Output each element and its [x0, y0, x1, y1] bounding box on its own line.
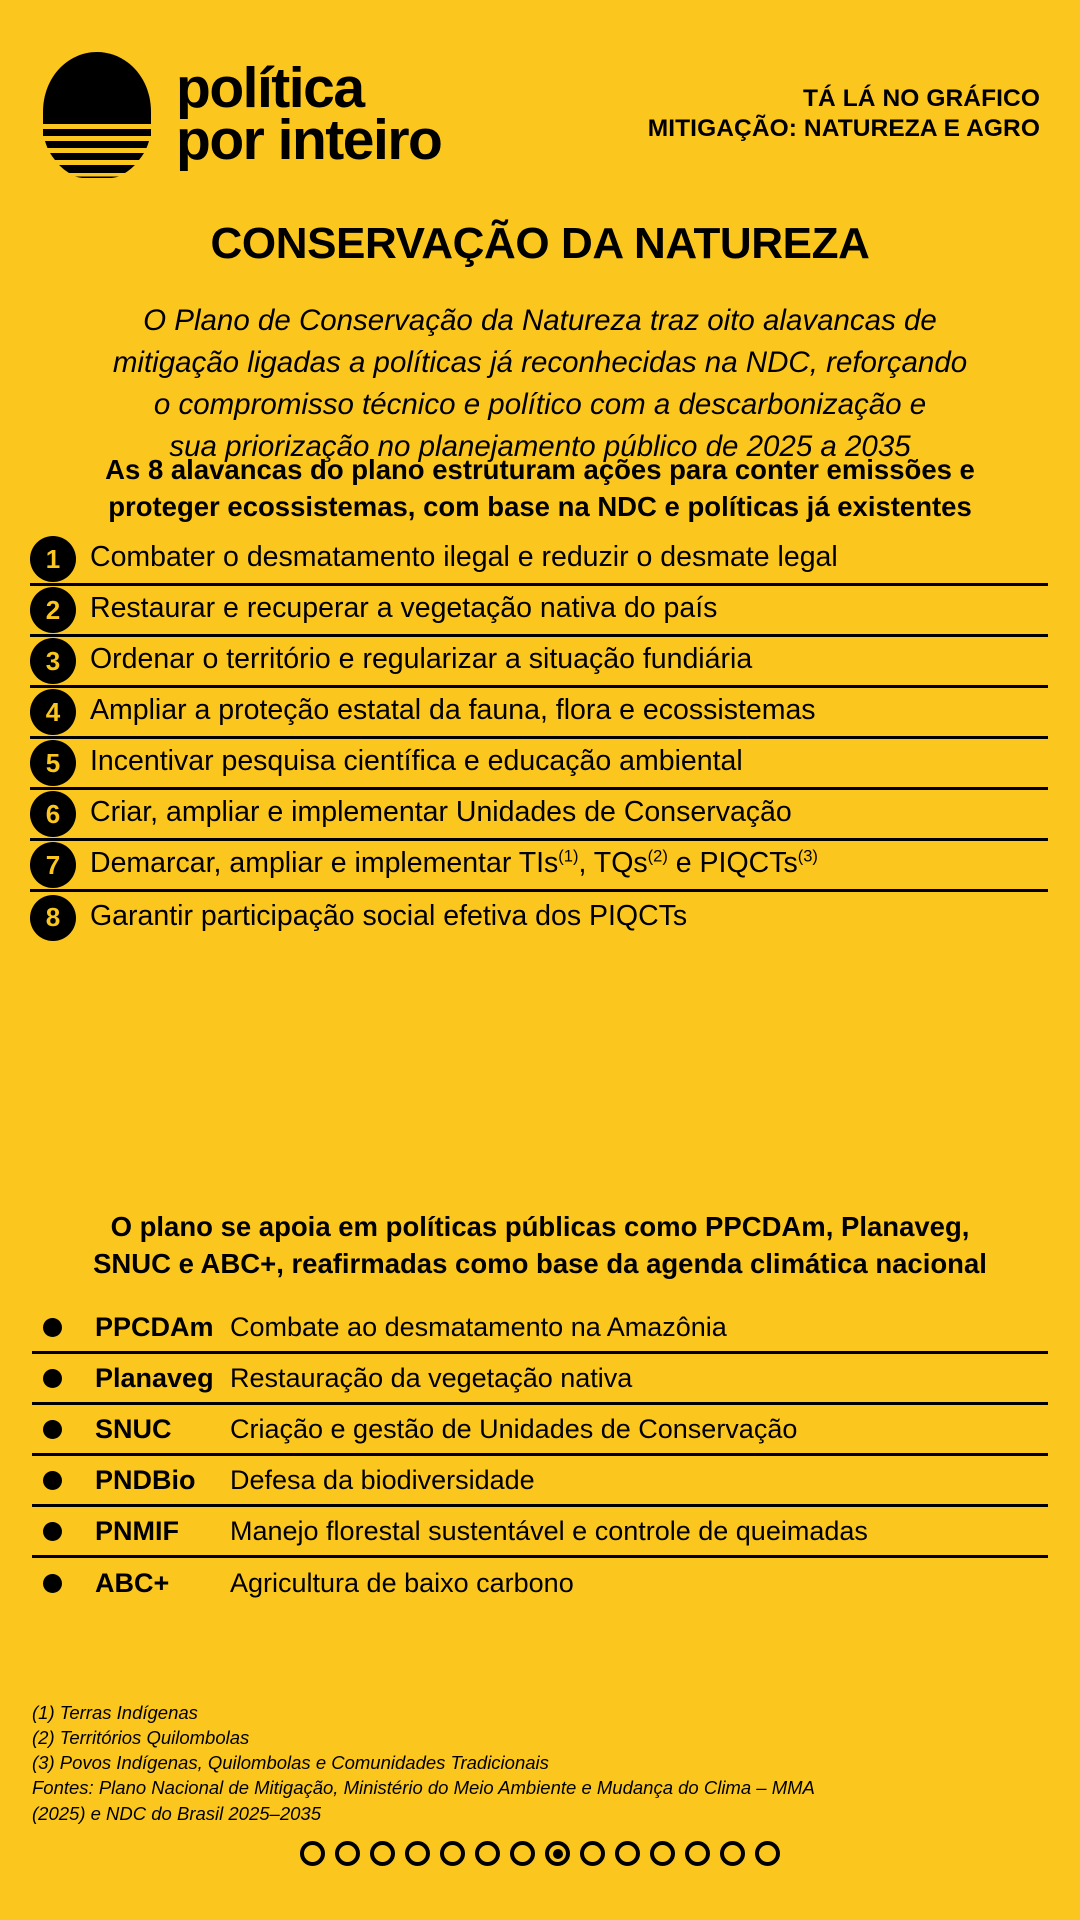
policy-row	[32, 1456, 1048, 1507]
brand-wordmark-line1: política	[176, 55, 364, 120]
footnote-line3: (3) Povos Indígenas, Quilombolas e Comunidades Tradicionais	[32, 1752, 549, 1774]
lever-item	[30, 841, 1048, 892]
pagination-dot[interactable]	[685, 1841, 710, 1866]
kicker-line1: TÁ LÁ NO GRÁFICO	[802, 85, 1040, 113]
lever-number-badge: 6	[30, 791, 76, 837]
intro-line1: O Plano de Conservação da Natureza traz oito alavancas de	[143, 304, 937, 337]
intro-line2: mitigação ligadas a políticas já reconhecidas na NDC, reforçando	[112, 345, 968, 379]
lever-text: Garantir participação social efetiva dos PIQCTs	[90, 899, 688, 932]
pagination-dot[interactable]	[300, 1841, 325, 1866]
pagination-dot[interactable]	[370, 1841, 395, 1866]
bullet-icon	[43, 1420, 62, 1439]
policies-heading-line1: O plano se apoia em políticas públicas como PPCDAm, Planaveg,	[110, 1211, 970, 1242]
lever-number-badge: 4	[30, 689, 76, 735]
lever-item	[30, 790, 1048, 841]
pagination-dot[interactable]	[755, 1841, 780, 1866]
footnote-line4: Fontes: Plano Nacional de Mitigação, Ministério do Meio Ambiente e Mudança do Clima – MMA	[32, 1777, 815, 1799]
brand-wordmark-line2: por inteiro	[176, 108, 442, 172]
page-header	[0, 44, 1080, 184]
lever-item	[30, 892, 1048, 943]
sun-with-stripes-logo-icon	[38, 50, 156, 178]
policies-heading-line2: SNUC e ABC+, reafirmadas como base da agenda climática nacional	[93, 1248, 987, 1280]
lever-number-badge: 8	[30, 895, 76, 941]
lever-item	[30, 688, 1048, 739]
pagination-dot[interactable]	[720, 1841, 745, 1866]
lever-number-badge: 2	[30, 587, 76, 633]
lever-item	[30, 637, 1048, 688]
lever-number-badge: 1	[30, 536, 76, 582]
policy-acronym: PPCDAm	[95, 1311, 214, 1342]
bullet-icon	[43, 1471, 62, 1490]
lever-number-badge: 5	[30, 740, 76, 786]
kicker-line2: MITIGAÇÃO: NATUREZA E AGRO	[647, 115, 1040, 142]
policy-acronym: Planaveg	[95, 1362, 214, 1393]
carousel-pagination[interactable]	[0, 1841, 1080, 1866]
policy-description: Combate ao desmatamento na Amazônia	[230, 1311, 727, 1342]
policy-row	[32, 1558, 1048, 1609]
bullet-icon	[43, 1369, 62, 1388]
pagination-dot[interactable]	[510, 1841, 535, 1866]
brand-lockup	[38, 50, 441, 178]
policies-list	[32, 1303, 1048, 1609]
footnote-line5: (2025) e NDC do Brasil 2025–2035	[32, 1802, 321, 1824]
policy-acronym: PNDBio	[95, 1464, 196, 1495]
lever-number-badge: 3	[30, 638, 76, 684]
pagination-dot[interactable]	[580, 1841, 605, 1866]
levers-heading-line1: As 8 alavancas do plano estruturam ações para conter emissões e	[105, 454, 975, 485]
lever-item	[30, 586, 1048, 637]
footnote-line1: (1) Terras Indígenas	[32, 1702, 198, 1723]
lever-text: Criar, ampliar e implementar Unidades de Conservação	[90, 796, 792, 829]
lever-number-badge: 7	[30, 842, 76, 888]
brand-wordmark	[176, 55, 442, 172]
lever-text: Incentivar pesquisa científica e educação ambiental	[90, 745, 743, 778]
lever-text: Demarcar, ampliar e implementar TIs$^{(1)}$, TQs$^{(2)}$ e PIQCTs$^{(3)}$	[90, 846, 818, 880]
policy-description: Criação e gestão de Unidades de Conservação	[230, 1413, 798, 1444]
header-kicker	[648, 84, 1040, 144]
lever-item	[30, 535, 1048, 586]
policy-description: Restauração da vegetação nativa	[230, 1362, 633, 1393]
pagination-dot[interactable]	[405, 1841, 430, 1866]
pagination-dot[interactable]	[615, 1841, 640, 1866]
lever-item	[30, 739, 1048, 790]
levers-heading-line2: proteger ecossistemas, com base na NDC e políticas já existentes	[108, 491, 972, 523]
lever-text: Restaurar e recuperar a vegetação nativa do país	[90, 592, 718, 625]
policy-acronym: PNMIF	[95, 1515, 179, 1546]
pagination-dot[interactable]	[475, 1841, 500, 1866]
intro-line4: sua priorização no planejamento público de 2025 a 2035	[169, 429, 911, 463]
lever-text: Ampliar a proteção estatal da fauna, flora e ecossistemas	[90, 694, 816, 727]
intro-paragraph	[90, 300, 990, 468]
footnote-line2: (2) Territórios Quilombolas	[32, 1727, 250, 1749]
levers-section-heading	[55, 451, 1025, 526]
pagination-dot[interactable]	[650, 1841, 675, 1866]
levers-list	[30, 535, 1048, 943]
bullet-icon	[43, 1574, 62, 1593]
policy-row	[32, 1303, 1048, 1354]
page-title: CONSERVAÇÃO DA NATUREZA	[210, 219, 870, 268]
lever-text: Combater o desmatamento ilegal e reduzir o desmate legal	[90, 541, 838, 574]
pagination-dot[interactable]	[335, 1841, 360, 1866]
intro-line3: o compromisso técnico e político com a descarbonização e	[153, 387, 927, 421]
lever-text: Ordenar o território e regularizar a situação fundiária	[90, 643, 753, 676]
policy-row	[32, 1354, 1048, 1405]
policy-acronym: ABC+	[95, 1568, 170, 1598]
pagination-dot-active[interactable]	[545, 1841, 570, 1866]
policy-acronym: SNUC	[95, 1413, 172, 1444]
policies-section-heading	[35, 1208, 1045, 1283]
pagination-dot[interactable]	[440, 1841, 465, 1866]
policy-description: Defesa da biodiversidade	[230, 1464, 535, 1495]
footnotes	[32, 1700, 1048, 1826]
policy-description: Manejo florestal sustentável e controle de queimadas	[230, 1515, 868, 1546]
bullet-icon	[43, 1318, 62, 1337]
bullet-icon	[43, 1522, 62, 1541]
policy-row	[32, 1405, 1048, 1456]
policy-description: Agricultura de baixo carbono	[230, 1568, 574, 1598]
policy-row	[32, 1507, 1048, 1558]
